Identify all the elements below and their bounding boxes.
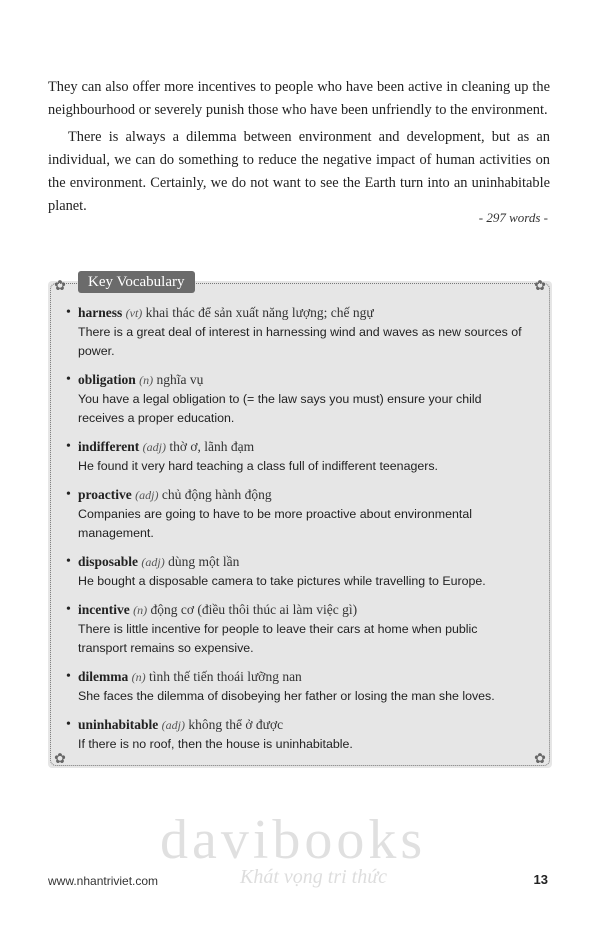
vocab-word: harness	[78, 305, 123, 320]
vocabulary-list	[66, 303, 526, 763]
bullet-icon: •	[66, 602, 71, 617]
article-paragraph-1: They can also offer more incentives to people who have been active in cleaning up the neighbourhood or severely punish those who have been unfriendly to the environment.	[48, 79, 550, 118]
vocab-entry-incentive	[66, 600, 526, 658]
vocab-meaning: thờ ơ, lãnh đạm	[169, 439, 255, 454]
article-paragraph-2: There is always a dilemma between environment and development, but as an individual, we can do something to reduce the negative impact of human activities on the environment. Certainly, we do not want to see the Earth turn into an uninhabitable planet.	[48, 129, 550, 214]
corner-ornament-icon: ✿	[534, 752, 546, 767]
vocab-example: She faces the dilemma of disobeying her father or losing the man she loves.	[78, 689, 495, 703]
watermark-brand: davibooks	[160, 809, 427, 871]
vocab-word: proactive	[78, 487, 132, 502]
vocab-meaning: tình thế tiến thoái lưỡng nan	[149, 669, 302, 684]
vocab-entry-obligation	[66, 370, 526, 428]
vocab-word: obligation	[78, 372, 136, 387]
vocab-pos: (n)	[139, 373, 154, 387]
vocab-pos: (adj)	[161, 718, 185, 732]
vocab-pos: (adj)	[142, 440, 166, 454]
vocab-pos: (vt)	[125, 306, 143, 320]
vocab-example: You have a legal obligation to (= the law says you must) ensure your child receives a proper education.	[78, 392, 482, 425]
vocab-example: He bought a disposable camera to take pictures while travelling to Europe.	[78, 574, 486, 588]
bullet-icon: •	[66, 554, 71, 569]
vocab-entry-harness	[66, 303, 526, 361]
vocab-meaning: chủ động hành động	[161, 487, 272, 502]
vocab-pos: (n)	[133, 603, 148, 617]
bullet-icon: •	[66, 372, 71, 387]
vocab-example: If there is no roof, then the house is uninhabitable.	[78, 737, 353, 751]
vocab-meaning: không thể ở được	[188, 717, 284, 732]
page-number: 13	[533, 872, 548, 887]
vocab-meaning: dùng một lần	[168, 554, 240, 569]
vocab-meaning: khai thác để sản xuất năng lượng; chế ngự	[145, 305, 374, 320]
bullet-icon: •	[66, 717, 71, 732]
bullet-icon: •	[66, 669, 71, 684]
vocab-example: There is a great deal of interest in harnessing wind and waves as new sources of power.	[78, 325, 522, 358]
corner-ornament-icon: ✿	[534, 279, 546, 294]
vocab-example: There is little incentive for people to leave their cars at home when public transport remains so expensive.	[78, 622, 478, 655]
vocab-word: dilemma	[78, 669, 129, 684]
vocab-word: incentive	[78, 602, 130, 617]
vocab-pos: (adj)	[141, 555, 165, 569]
watermark-tagline: Khát vọng tri thức	[240, 866, 388, 888]
vocab-word: disposable	[78, 554, 139, 569]
corner-ornament-icon: ✿	[54, 752, 66, 767]
vocab-entry-proactive	[66, 485, 526, 543]
vocab-entry-uninhabitable	[66, 715, 526, 754]
vocab-entry-dilemma	[66, 667, 526, 706]
vocab-meaning: động cơ (điều thôi thúc ai làm việc gì)	[150, 602, 358, 617]
vocabulary-title: Key Vocabulary	[78, 271, 195, 293]
vocab-word: indifferent	[78, 439, 140, 454]
vocab-pos: (n)	[131, 670, 146, 684]
vocab-example: Companies are going to have to be more proactive about environmental management.	[78, 507, 472, 540]
vocab-meaning: nghĩa vụ	[156, 372, 204, 387]
vocab-pos: (adj)	[135, 488, 159, 502]
bullet-icon: •	[66, 305, 71, 320]
vocab-entry-indifferent	[66, 437, 526, 476]
vocab-word: uninhabitable	[78, 717, 159, 732]
bullet-icon: •	[66, 439, 71, 454]
footer-url: www.nhantriviet.com	[48, 874, 159, 888]
vocab-entry-disposable	[66, 552, 526, 591]
bullet-icon: •	[66, 487, 71, 502]
word-count: - 297 words -	[478, 210, 548, 225]
vocab-example: He found it very hard teaching a class full of indifferent teenagers.	[78, 459, 438, 473]
corner-ornament-icon: ✿	[54, 279, 66, 294]
